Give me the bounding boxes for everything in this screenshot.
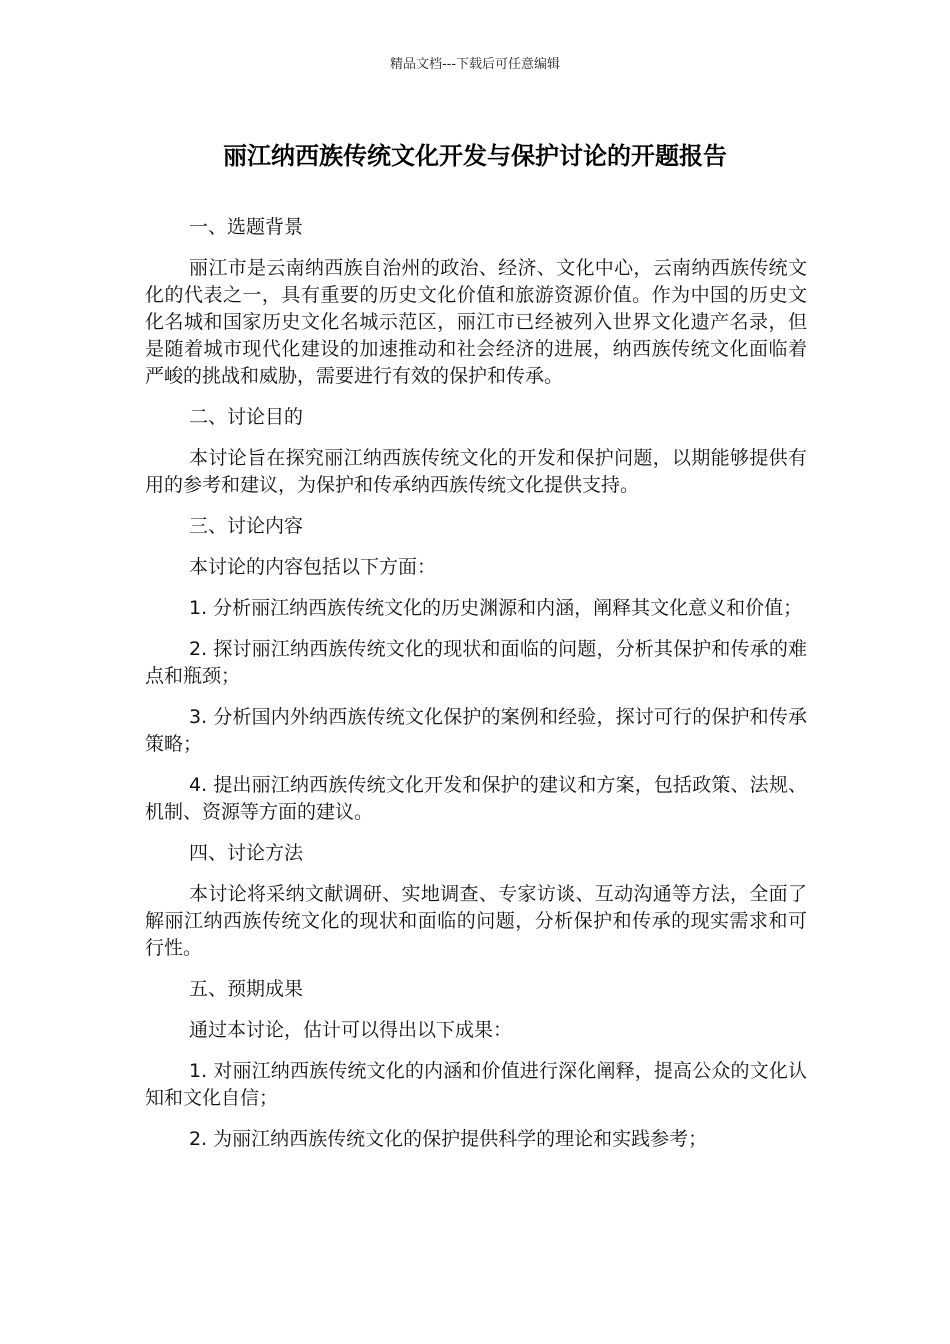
- section-heading: 四、讨论方法: [189, 842, 304, 864]
- page-header: 精品文档---下载后可任意编辑: [389, 57, 561, 72]
- paragraph: 本讨论将采纳文献调研、实地调查、专家访谈、互动沟通等方法，全面了解丽江纳西族传统文化的现状和面临的问题，分析保护和传承的现实需求和可行性。: [145, 883, 807, 959]
- list-item: 2. 探讨丽江纳西族传统文化的现状和面临的问题，分析其保护和传承的难点和瓶颈；: [145, 638, 807, 687]
- section-heading: 三、讨论内容: [189, 515, 304, 537]
- document-body: [145, 214, 807, 1167]
- paragraph: 通过本讨论，估计可以得出以下成果：: [189, 1019, 513, 1041]
- document-title: 丽江纳西族传统文化开发与保护讨论的开题报告: [223, 142, 727, 170]
- list-item: 2. 为丽江纳西族传统文化的保护提供科学的理论和实践参考；: [189, 1128, 708, 1150]
- list-item: 1. 分析丽江纳西族传统文化的历史渊源和内涵，阐释其文化意义和价值；: [189, 597, 803, 619]
- list-item: 3. 分析国内外纳西族传统文化保护的案例和经验，探讨可行的保护和传承策略；: [145, 706, 807, 755]
- section-heading: 五、预期成果: [189, 978, 304, 1000]
- paragraph: 本讨论的内容包括以下方面：: [189, 556, 437, 578]
- section-heading: 二、讨论目的: [189, 406, 304, 428]
- paragraph: 本讨论旨在探究丽江纳西族传统文化的开发和保护问题，以期能够提供有用的参考和建议，为保护和传承纳西族传统文化提供支持。: [145, 447, 807, 496]
- section-heading: 一、选题背景: [189, 216, 304, 238]
- list-item: 1. 对丽江纳西族传统文化的内涵和价值进行深化阐释，提高公众的文化认知和文化自信；: [145, 1060, 807, 1109]
- list-item: 4. 提出丽江纳西族传统文化开发和保护的建议和方案，包括政策、法规、机制、资源等方面的建议。: [145, 774, 807, 823]
- paragraph: 丽江市是云南纳西族自治州的政治、经济、文化中心，云南纳西族传统文化的代表之一，具有重要的历史文化价值和旅游资源价值。作为中国的历史文化名城和国家历史文化名城示范区，丽江市已经被列入世界文化遗产名录，但是随着城市现代化建设的加速推动和社会经济的进展，纳西族传统文化面临着严峻的挑战和威胁，需要进行有效的保护和传承。: [145, 257, 807, 387]
